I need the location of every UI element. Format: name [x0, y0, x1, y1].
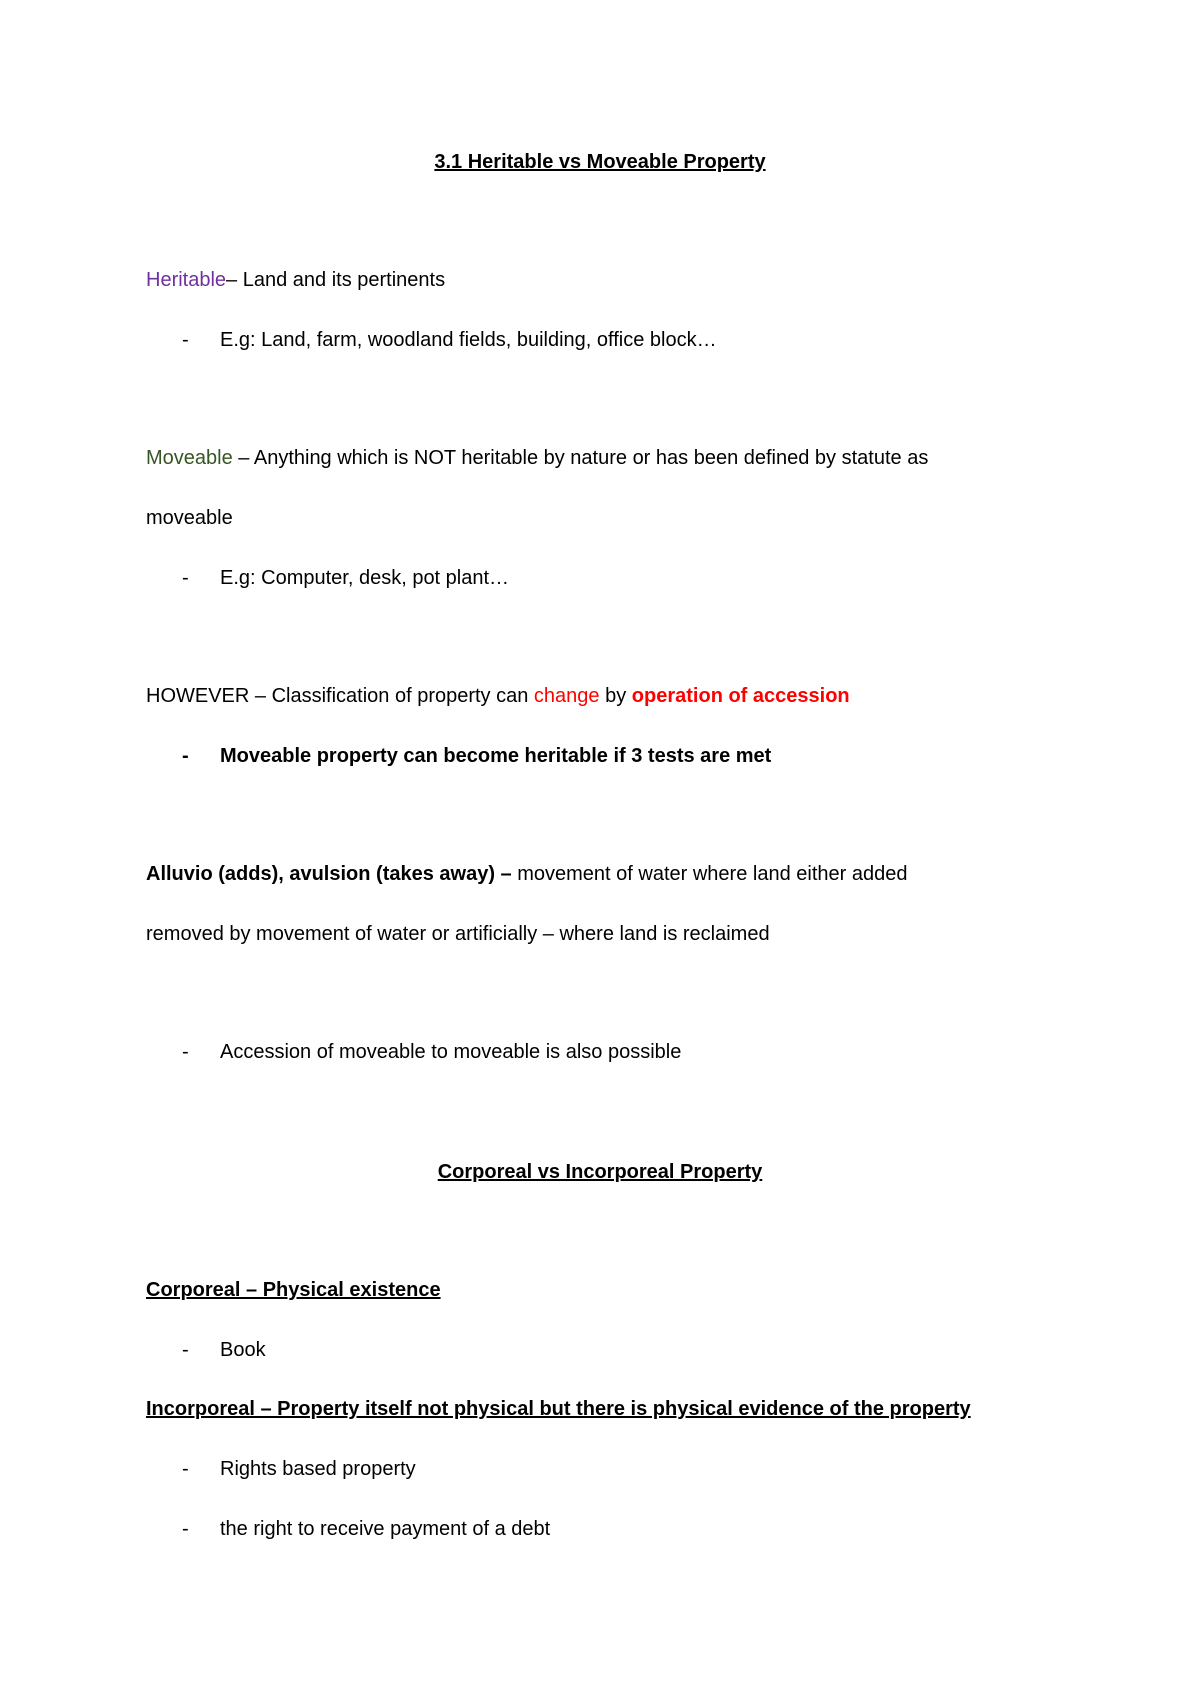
moveable-example-text: E.g: Computer, desk, pot plant… [220, 567, 510, 589]
however-by: by [599, 685, 632, 707]
incorporeal-bullet-2 [182, 1517, 550, 1541]
incorporeal-bullet-text: Rights based property [220, 1458, 416, 1480]
bullet-dash: - [182, 329, 189, 351]
heritable-example-bullet [182, 328, 717, 352]
heritable-def-text: – Land and its pertinents [226, 269, 446, 291]
bullet-dash: - [182, 1339, 189, 1361]
however-operation: operation of accession [631, 685, 850, 707]
alluvio-bold: Alluvio (adds), avulsion (takes away) – [146, 863, 512, 885]
incorporeal-bullet-1 [182, 1457, 416, 1481]
however-bullet [182, 744, 771, 768]
bullet-dash: - [182, 567, 189, 589]
corporeal-heading: Corporeal – Physical existence [146, 1279, 441, 1301]
incorporeal-heading: Incorporeal – Property itself not physical but there is physical evidence of the property [146, 1398, 971, 1420]
accession-bullet [182, 1040, 681, 1064]
however-bullet-text: Moveable property can become heritable if 3 tests are met [220, 745, 772, 767]
heritable-section-title: 3.1 Heritable vs Moveable Property [434, 151, 766, 173]
however-change: change [533, 685, 600, 707]
moveable-term: Moveable [146, 447, 233, 469]
bullet-dash: - [182, 1041, 189, 1063]
alluvio-line2: removed by movement of water or artificially – where land is reclaimed [146, 923, 770, 945]
moveable-def-text: – Anything which is NOT heritable by nature or has been defined by statute as [232, 447, 929, 469]
alluvio-paragraph [146, 862, 907, 886]
however-paragraph [146, 684, 850, 708]
bullet-dash: - [182, 1458, 189, 1480]
corporeal-bullet-text: Book [220, 1339, 266, 1361]
alluvio-rest: movement of water where land either added [511, 863, 908, 885]
heritable-definition [146, 268, 445, 292]
corporeal-bullet [182, 1338, 266, 1362]
moveable-def-line2: moveable [146, 507, 233, 529]
corporeal-section-title: Corporeal vs Incorporeal Property [437, 1161, 763, 1183]
heritable-example-text: E.g: Land, farm, woodland fields, building, office block… [220, 329, 717, 351]
moveable-definition [146, 446, 928, 470]
moveable-example-bullet [182, 566, 509, 590]
incorporeal-bullet-text: the right to receive payment of a debt [220, 1518, 551, 1540]
accession-bullet-text: Accession of moveable to moveable is also possible [220, 1041, 682, 1063]
heritable-term: Heritable [146, 269, 227, 291]
however-prefix: HOWEVER – Classification of property can [146, 685, 534, 707]
bullet-dash: - [182, 1518, 189, 1540]
bullet-dash: - [182, 745, 189, 767]
